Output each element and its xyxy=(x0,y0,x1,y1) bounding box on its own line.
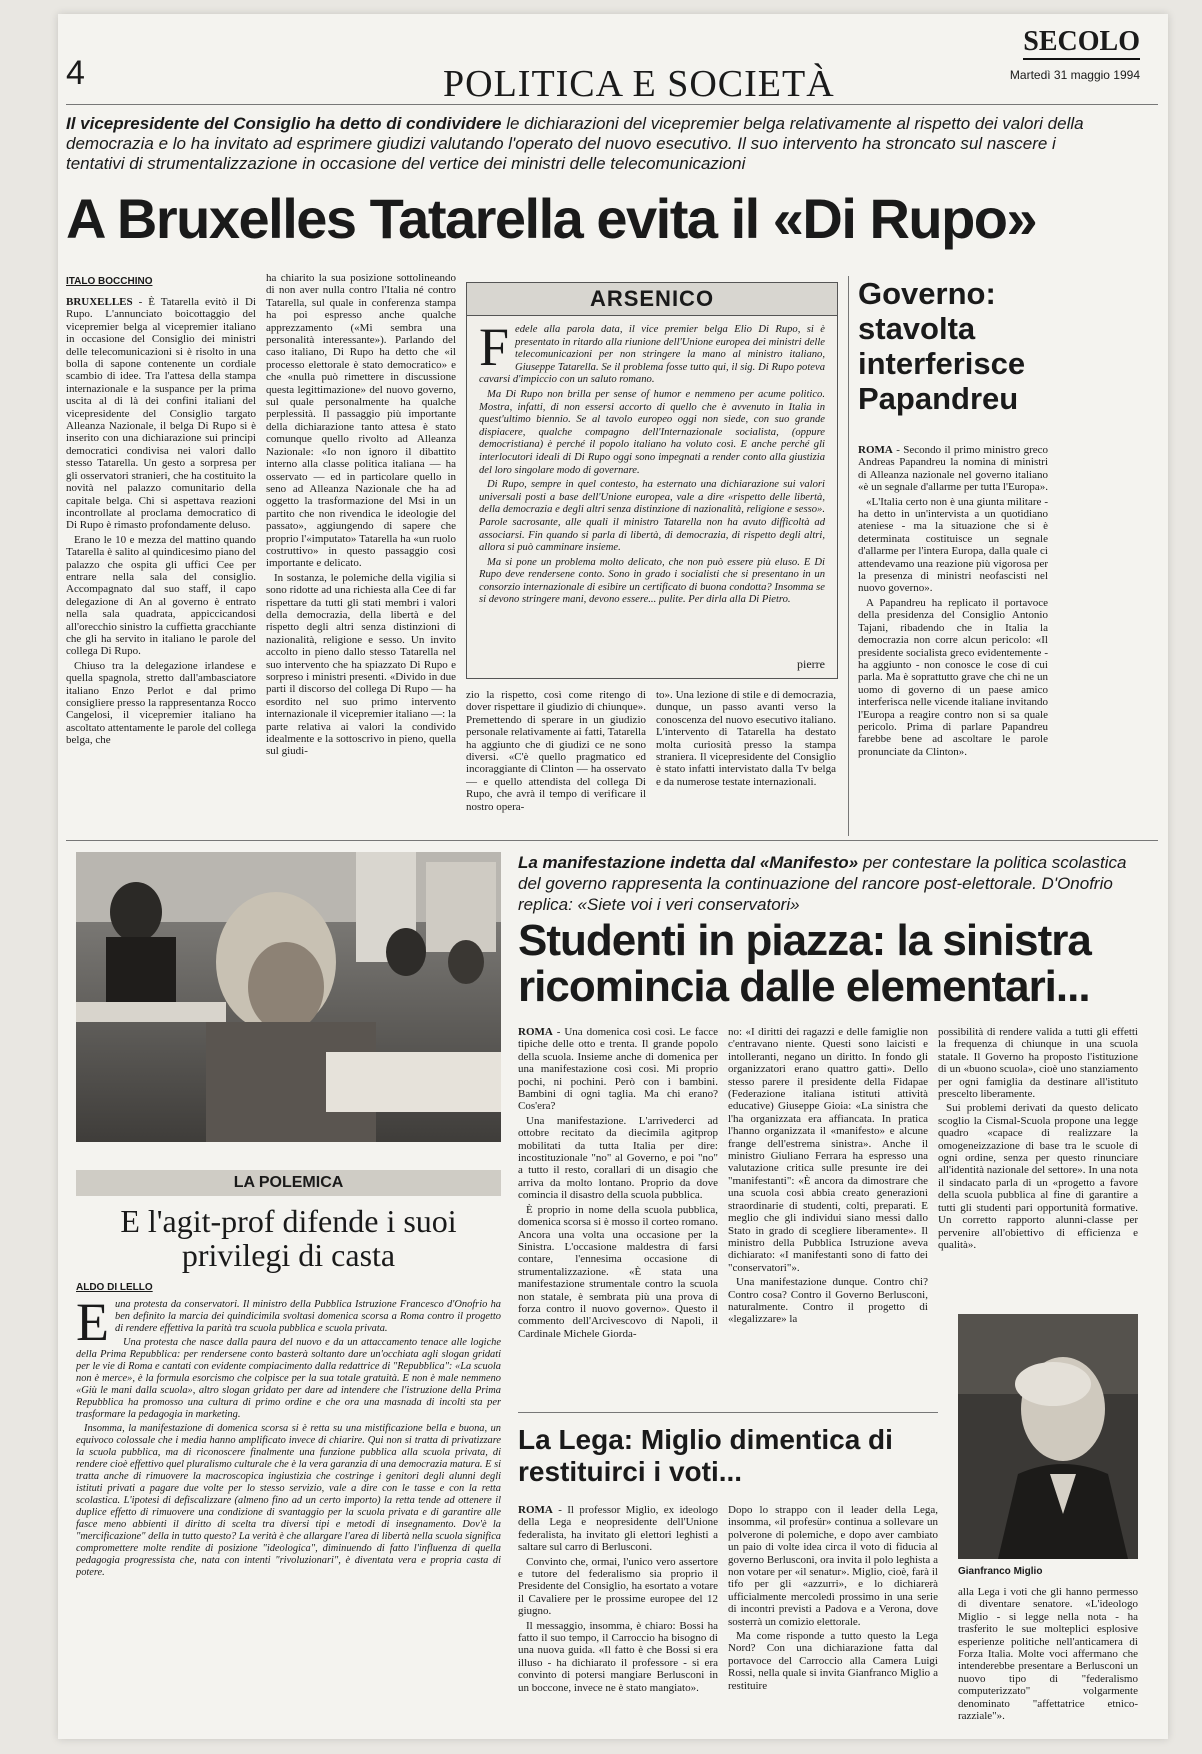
miglio-photo xyxy=(958,1314,1138,1559)
lead-col3: zio la rispetto, così come ritengo di dover rispettare il giudizio di chiunque». Premettendo di sperare in un giudizio personale relativamente ai fatti, Tatarella ha aggiunto che di giudizi ce ne sono diversi. «C'è quello pragmatico ed incoraggiante di Clinton — ha osservato — e quello attendista del collega Di Rupo, che avrà il tempo di verificare il nostro opera- xyxy=(466,689,646,813)
studenti-kicker xyxy=(518,852,1138,915)
polemica-p1: una protesta da conservatori. Il ministro della Pubblica Istruzione Francesco d'Onofrio ha ben definito la marcia dei quindicimila svoltasi domenica scorsa a Roma contro il progetto di rendere effettiva la parità tra scuola pubblica e scuola privata. xyxy=(115,1299,501,1334)
studenti-kicker-bold: La manifestazione indetta dal «Manifesto» xyxy=(518,853,859,872)
lega-col1-p1: - Il professor Miglio, ex ideologo della Lega e neopresidente dell'Unione federalista, ha invitato gli elettori leghisti a saltare sul carro di Berlusconi. xyxy=(518,1504,718,1554)
polemica-byline: ALDO DI LELLO xyxy=(76,1282,153,1293)
lega-col3: alla Lega i voti che gli hanno permesso di diventare senatore. «L'ideologo Miglio - si legge nella nota - ha trasferito le sue molteplici esplosive esperienze politiche nell'anticamera di Forza Italia. Molte voci affermano che intenderebbe presentare a Berlusconi un nuovo tipo di "federalismo computerizzato" volgarmente denominato "affettatrice etnico-razziale"». xyxy=(958,1586,1138,1723)
polemica-label: LA POLEMICA xyxy=(76,1170,501,1196)
studenti-column-3 xyxy=(938,1026,1138,1306)
masthead-rule xyxy=(66,104,1158,105)
lead-col4: to». Una lezione di stile e di democrazia, dunque, un passo avanti verso la conoscenza del nuovo esecutivo italiano. L'intervento di Tatarella ha destato molta curiosità presso la stampa straniera. Il vicepresidente del Consiglio è stato infatti intervistato dalla Tv belga e da numerose testate internazionali. xyxy=(656,689,836,788)
arsenico-box xyxy=(466,282,838,679)
lega-dateline: ROMA xyxy=(518,1504,553,1516)
lead-byline: ITALO BOCCHINO xyxy=(66,276,153,287)
studenti-column-1 xyxy=(518,1026,718,1406)
section-title: POLITICA E SOCIETÀ xyxy=(443,63,835,105)
lead-column-4 xyxy=(656,689,836,832)
sidebar-text xyxy=(858,444,1048,834)
studenti-column-2 xyxy=(728,1026,928,1406)
sidebar-rule xyxy=(848,276,849,836)
dateline: BRUXELLES xyxy=(66,296,133,308)
sidebar-p1: - Secondo il primo ministro greco Andreas Papandreu la nomina di ministri di Alleanza nazionale nel governo italiano «è un segnale d'allarme per tutta l'Europa». xyxy=(858,444,1048,494)
classroom-photo-image xyxy=(76,852,501,1142)
polemica-p3: Insomma, la manifestazione di domenica scorsa si è retta su una mistificazione bella e buona, un equivoco colossale che i media hanno amplificato invece di chiarire. Qui non si tratta di privatizzare la scuola pubblica, ma di riconoscere finalmente una funzione pubblica alla scuola privata, di rendere cioè effettivo quel pluralismo culturale che è la vera garanzia di una democrazia matura. E si tratta anche di rimuovere la macroscopica ingiustizia che costringe i genitori degli alunni degli istituti privati a pagare due volte per lo stesso servizio, vale a dire con le tasse e con la retta scolastica. L'ipotesi di defiscalizzare (almeno fino ad un certo importo) la retta tende ad ottenere il duplice effetto di rimuovere una condizione di svantaggio per la scuola privata e di garantire alle fasce meno abbienti il diritto di scelta tra diversi tipi e metodi di insegnamento. Dov'è la "mercificazione" della in tutto questo? La verità è che allargare l'area di libertà nella scuola significa compromettere molte rendite di posizione "ideologica", diminuendo di fatto l'influenza di quella pedagogia progressista che, nata con intenti "rivoluzionari", è diventata vera e propria casta di potere. xyxy=(76,1423,501,1578)
polemica-text xyxy=(76,1299,501,1729)
lead-col2-p1: ha chiarito la sua posizione sottolineando di non aver nulla contro l'Italia né contro Tatarella, sul quale in conferenza stampa ha poi espresso anche qualche apprezzamento («Mi sembra una personalità interessante»). Parlando del caso italiano, Di Rupo ha detto che «il processo elettorale è stato democratico» e che «nulla può rimettere in discussione questa legittimazione» del nuovo governo, sul quale personalmente ha qualche perplessità. Il passaggio più importante della dichiarazione tanto attesa è stato comunque quello rivolto ad Alleanza Nazionale: «Io non ignoro il dibattito interno alla classe politica italiana — ha osservato — ed in particolare quello in seno ad Alleanza Nazionale che ha ad oggetto la trasformazione del Msi in un partito che non rivendica le ideologie del passato», aggiungendo di sapere che proprio l'«imputato» Tatarella ha «un ruolo costruttivo» in questo passaggio così importante e delicato. xyxy=(266,272,456,570)
lead-col1-p3: Chiuso tra la delegazione irlandese e quella spagnola, stretto dall'ambasciatore italiano Enzo Perlot e dal primo consigliere presso la rappresentanza Rocco Cangelosi, il vicepremier italiano ha ascoltato attentamente le parole del collega belga, che xyxy=(66,659,256,747)
lead-col1-p1: - È Tatarella evitò il Di Rupo. L'annunciato boicottaggio del vicepremier belga al vicepremier italiano in occasione del Consiglio dei ministri delle telecomunicazioni si è risolto in una bolla di sapone contenente un cordiale scambio di idee. Tra l'attesa della stampa internazionale e la suspance per la prima uscita al di là dei confini italiani del vicepresidente del Consiglio targato Alleanza Nazionale, il belga Di Rupo si è inserito con una dichiarazione sui principi democratici condivisa nei valori dallo stesso Tatarella. Un gesto a sorpresa per gli osservatori stranieri, che ha costituito la novità nel palazzo comunitario della capitale belga. Chi si aspettava reazioni incontrollate al proclama democratico di Di Rupo è rimasto profondamente deluso. xyxy=(66,296,256,532)
lega-column-3 xyxy=(958,1586,1138,1729)
arsenico-text xyxy=(467,316,837,679)
lead-headline: A Bruxelles Tatarella evita il «Di Rupo» xyxy=(66,187,1037,250)
studenti-dateline: ROMA xyxy=(518,1026,553,1038)
studenti-col1-p3: È proprio in nome della scuola pubblica, domenica scorsa si è mosso il corteo romano. Ancora una volta una occasione per la Sinistra. L'occasione maldestra di farsi contare, l'ennesima occasione di strumentalizzazione. «È stata una manifestazione strumentale contro la scuola non statale, è sembrata più una prova di forza contro il nuovo governo». Questo il commento dell'Arcivescovo di Napoli, il Cardinale Michele Giorda- xyxy=(518,1203,718,1340)
arsenico-label: ARSENICO xyxy=(467,283,837,316)
lead-col2-p2: In sostanza, le polemiche della vigilia si sono ridotte ad una richiesta alla Cee di far rispettare da tutti gli stati membri i valori della democrazia, della libertà e del rispetto degli altri senza distinzioni di nazionalità, religione e sesso. Un invito accolto in pieno dallo stesso Tatarella nel suo intervento che ha spiazzato Di Rupo e sorpreso i ministri presenti. «Divido in due parti il discorso del collega Di Rupo — ha esordito nel suo primo intervento internazionale il vicepremier italiano —: la parte relativa ai valori la condivido idealmente e la sottoscrivo in pieno, quella sul giudi- xyxy=(266,571,456,758)
lead-column-2 xyxy=(266,272,456,832)
sidebar-dateline: ROMA xyxy=(858,444,893,456)
studenti-col2-p1: no: «I diritti dei ragazzi e delle famiglie non c'entravano niente. Questi sono laicisti e intolleranti, negano un diritto. In fondo gli organizzatori erano quattro gatti». Dello stesso parere il presidente della Fidapae (Federazione italiana istituti attività educative) Giuseppe Gioia: «La sinistra che l'ha organizzata era affiancata. In pratica l'hanno organizzata il «manifesto» e alcune frange dell'estrema sinistra». Anche il ministro Giuliano Ferrara ha espresso una valutazione critica sulle presunte ire dei "manifestanti": «È ancora da dimostrare che una scuola così abbia creato generazioni straordinarie di studenti, colti, preparati. E meglio che gli individui siano messi dallo Stato in grado di scegliere liberamente». Il ministro della Pubblica Istruzione aveva dichiarato: «I manifestanti sono di fatto dei "conservatori"». xyxy=(728,1026,928,1274)
arsenico-dropcap: F xyxy=(479,317,510,377)
newspaper-page xyxy=(58,14,1168,1739)
polemica-dropcap: E xyxy=(76,1299,109,1352)
lega-rule xyxy=(518,1412,938,1413)
miglio-portrait-image xyxy=(958,1314,1138,1559)
studenti-col3-p2: Sui problemi derivati da questo delicato scoglio la Cismal-Scuola propone una legge quadro «capace di realizzare la omogeneizzazione di base tra le scuole di ogni ordine, senza per questo rinunciare all'identità nazionale del settore». In una nota il sindacato parla di un «progetto a favore della scuola pubblica al fine di garantire a tutti gli studenti pari opportunità formative. Un corretto rapporto alunni-classe per pervenire all'obiettivo di efficienza e qualità». xyxy=(938,1102,1138,1251)
miglio-caption: Gianfranco Miglio xyxy=(958,1566,1043,1577)
lead-column-3 xyxy=(466,689,646,832)
arsenico-signature: pierre xyxy=(797,657,825,671)
arsenico-p2: Ma Di Rupo non brilla per sense of humor e nemmeno per acume politico. Mostra, infatti, di non essersi accorto di quello che è avvenuto in Italia in quest'ultimo biennio. Se al tavolo europeo oggi non siede, con suo grande dispiacere, qualche compagno dell'Internazionale socialista, (oppure democristiana) è perché il popolo italiano ha voluto così. E anche perché gli interlocutori ideali di Di Rupo oggi sono impegnati a render conto alla giustizia del loro singolare modo di governare. xyxy=(479,388,825,476)
issue-date: Martedì 31 maggio 1994 xyxy=(1009,68,1140,82)
lega-headline: La Lega: Miglio dimentica di restituirci i voti... xyxy=(518,1424,893,1487)
lega-col2-p1: Dopo lo strappo con il leader della Lega, insomma, «il profesür» continua a sollevare un polverone di polemiche, e dopo aver cambiato un paio di volte idea circa il voto di fiducia al governo Berlusconi, ora invita il polo leghista a non votare per «il senatur». Miglio, cioè, farà il tifo per gli «azzurri», e lo dichiarerà ufficialmente mercoledì prossimo in una serie di incontri previsti a Padova e a Verona, dove sosterrà un comizio elettorale. xyxy=(728,1504,938,1628)
sidebar-p3: A Papandreu ha replicato il portavoce della presidenza del Consiglio Antonio Tajani, ribadendo che in Italia la democrazia non corre alcun pericolo: «Il presidente socialista greco evidentemente - ha aggiunto - non conosce le cose di cui parla. Ma è soprattutto grave che chi ne un uomo di governo di un paese amico interferisca nelle vicende italiane invitando l'Europa a reagire contro non si sa quale pericolo. Prima di parlare Papandreu farebbe bene ad ascoltare le parole pronunciate da Clinton». xyxy=(858,596,1048,758)
polemica-p2: Una protesta che nasce dalla paura del nuovo e da un attaccamento tenace alle logiche della Prima Repubblica: per rendersene conto basterà soltanto dare un'occhiata agli slogan gridati per le vie di Roma e cantati con evidente compiacimento dalla redattrice di "Repubblica": «La scuola non è merce», è la formula esorcismo che colpisce per la sua totale gratuità. E non è male nemmeno «Giù le mani dalla scuola», altro slogan gridato per dare ad intendere che l'istruzione della Prima Repubblica ha promosso una cultura di primo ordine e che ora una masnada di incolti sta per trasformare la pedagogia in marketing. xyxy=(76,1337,501,1420)
lead-col1-p2: Erano le 10 e mezza del mattino quando Tatarella è salito al quindicesimo piano del palazzo che ospita gli uffici Cee per entrare nella sala del consiglio. Accompagnato dal suo staff, il capo delegazione di An al governo è entrato nella sala quadrata, appiccicandosi all'orecchio sinistro la cuffietta gracchiante che gli ha servito in italiano le parole del collega Di Rupo. xyxy=(66,533,256,658)
lega-col1-p2: Convinto che, ormai, l'unico vero assertore e tutore del federalismo sia proprio il Presidente del Consiglio, ha esortato a votare il Cavaliere per le prossime europee del 12 giugno. xyxy=(518,1555,718,1618)
lega-column-2 xyxy=(728,1504,938,1729)
lead-kicker-bold: Il vicepresidente del Consiglio ha detto di condividere xyxy=(66,114,502,133)
arsenico-p3: Di Rupo, sempre in quel contesto, ha esternato una dichiarazione sui valori universali posti a base dell'Unione europea, vale a dire «rispetto delle libertà, della democrazia e degli altri senza distinzione di nazionalità, religione e sesso». Parole sacrosante, alle quali il ministro Tatarella non ha avuto difficoltà ad associarsi. Fin quando si parla di libertà, di democrazia, di rispetto degli altri, allora si può camminare insieme. xyxy=(479,479,825,554)
section-divider xyxy=(66,840,1158,841)
studenti-headline: Studenti in piazza: la sinistra ricomincia dalle elementari... xyxy=(518,916,1091,1011)
sidebar-headline: Governo: stavolta interferisce Papandreu xyxy=(858,276,1026,416)
lega-column-1 xyxy=(518,1504,718,1729)
arsenico-p4: Ma si pone un problema molto delicato, che non può essere più eluso. E Di Rupo deve rendersene conto. Sono in grado i socialisti che si presentano in un consorzio internazionale di esibire un certificato di buona condotta? Insomma se si devono stringere mani, devono essere... pulite. Per dirla alla Di Pietro. xyxy=(479,556,825,606)
polemica-headline: E l'agit-prof difende i suoi privilegi di casta xyxy=(120,1203,457,1273)
studenti-kicker-text: per contestare la politica scolastica del governo rappresenta la continuazione del rancore post-elettorale. D'Onofrio replica: «Siete voi i veri conservatori» xyxy=(518,853,1127,914)
arsenico-p1: edele alla parola data, il vice premier belga Elio Di Rupo, si è presentato in ritardo alla riunione dell'Unione europea dei ministri delle telecomunicazioni per non stringere la mano al ministro italiano, Giuseppe Tatarella. Se il problema fosse tutto qui, il sig. Di Rupo poteva cavarsi d'impiccio con un saluto romano. xyxy=(479,324,825,386)
lega-col2-p2: Ma come risponde a tutto questo la Lega Nord? Con una dichiarazione fatta dal portavoce del Carroccio alla Camera Luigi Rossi, nella quale si invita Gianfranco Miglio a restituire xyxy=(728,1630,938,1692)
lead-kicker-text: le dichiarazioni del vicepremier belga relativamente al rispetto dei valori della democrazia e lo ha invitato ad esprimere giudizi valutando l'operato del nuovo esecutivo. Il suo intervento ha stroncato sul nascere i tentativi di strumentalizzazione in occasione del vertice dei ministri delle telecomunicazioni xyxy=(66,114,1084,173)
studenti-col1-p1: - Una domenica così così. Le facce tipiche delle otto e trenta. Il grande popolo della scuola. Insieme anche di domenica per una manifestazione così così. Mi proprio pochi, ni pochini. Però con i bambini. Bambini di ogni taglia. Ma chi erano? Cos'era? xyxy=(518,1026,718,1113)
newspaper-logo: SECOLO xyxy=(1023,26,1140,60)
page-number: 4 xyxy=(66,54,85,92)
lead-kicker xyxy=(66,114,1116,174)
lead-column-1 xyxy=(66,296,256,831)
studenti-col3-p1: possibilità di rendere valida a tutti gli effetti la frequenza di chiunque in una scuola statale. Il Governo ha proposto l'istituzione di un «buono scuola», cioè uno stanziamento per ogni famiglia da destinare all'istituto prescelto liberamente. xyxy=(938,1026,1138,1101)
lega-col1-p3: Il messaggio, insomma, è chiaro: Bossi ha fatto il suo tempo, il Carroccio ha bisogno di una nuova guida. «Il fatto è che Bossi si era illuso - ha dichiarato il professore - si era convinto di potersi mangiare Berlusconi in un boccone, invece ne è stato mangiato». xyxy=(518,1619,718,1694)
studenti-col2-p2: Una manifestazione dunque. Contro chi? Contro cosa? Contro il Governo Berlusconi, naturalmente. Contro il progetto di «legalizzare» la xyxy=(728,1276,928,1326)
classroom-photo xyxy=(76,852,501,1142)
studenti-col1-p2: Una manifestazione. L'arrivederci ad ottobre recitato da diecimila agitprop mobilitati da tutta Italia per dire: incostituzionale "no" al Governo, e poi "no" a tutto il resto, corallari di un disagio che arriva da molto lontano. Proprio da dove comincia il disastro della scuola pubblica. xyxy=(518,1114,718,1202)
sidebar-p2: «L'Italia certo non è una giunta militare - ha detto in un'intervista a un quotidiano ateniese - ma la situazione che si è determinata costituisce un segnale d'allarme per l'intera Europa, dalla quale ci attendevamo una reazione più vigorosa per la presenza di ministri neofascisti nel nuovo governo». xyxy=(858,495,1048,595)
